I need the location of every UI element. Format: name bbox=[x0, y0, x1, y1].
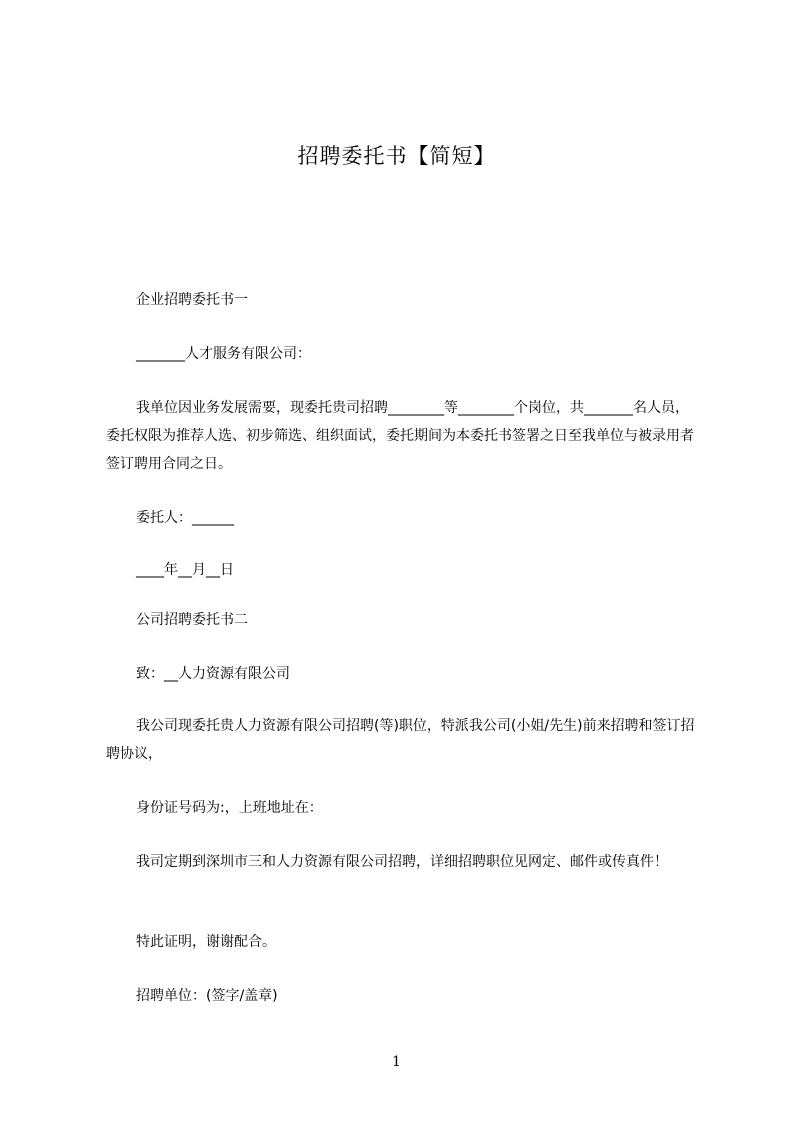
paragraph-date: ____年__月__日 bbox=[136, 562, 234, 578]
paragraph-body-2: 我公司现委托贵人力资源有限公司招聘(等)职位，特派我公司(小姐/先生)前来招聘和签订招聘协议， bbox=[106, 718, 695, 762]
paragraph-heading-1: 企业招聘委托书一 bbox=[136, 292, 248, 308]
paragraph-certification: 特此证明，谢谢配合。 bbox=[136, 934, 276, 950]
paragraph-id-address: 身份证号码为:，上班地址在： bbox=[136, 800, 323, 816]
paragraph-principal: 委托人：______ bbox=[136, 510, 234, 526]
paragraph-signature: 招聘单位：(签字/盖章) bbox=[136, 988, 278, 1004]
paragraph-addressee-1: _______人才服务有限公司： bbox=[136, 346, 311, 362]
paragraph-heading-2: 公司招聘委托书二 bbox=[136, 612, 248, 628]
page-number: 1 bbox=[392, 1054, 401, 1070]
document-title: 招聘委托书【简短】 bbox=[297, 144, 496, 168]
paragraph-body-1: 我单位因业务发展需要，现委托贵司招聘________等________个岗位，共_______名人员，委托权限为推荐人选、初步筛选、组织面试，委托期间为本委托书签署之日至我单位与被录用者签订聘用合同之日。 bbox=[106, 400, 694, 472]
paragraph-addressee-2: 致：__人力资源有限公司 bbox=[136, 666, 290, 682]
paragraph-body-3: 我司定期到深圳市三和人力资源有限公司招聘，详细招聘职位见网定、邮件或传真件！ bbox=[136, 854, 668, 870]
